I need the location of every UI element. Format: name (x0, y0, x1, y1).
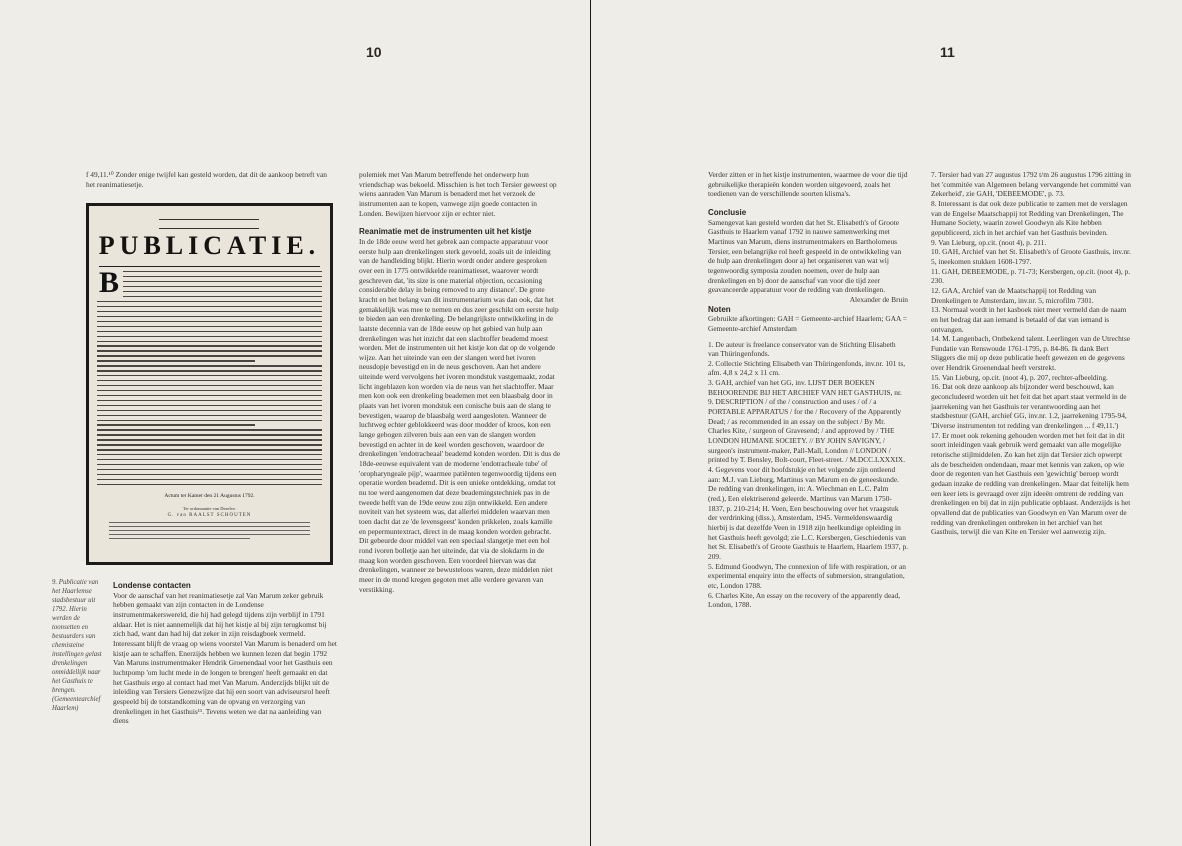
poster-text-line (97, 420, 322, 421)
reanimatie-text: In de 18de eeuw werd het gebrek aan compacte apparatuur voor eerste hulp aan drenkelingen sterk gevoeld, zoals uit de inleiding van de handleiding blijkt. Hierin wordt onder andere gesproken over een in 1775 ontwikkelde reanimatieset, waarover wordt geschreven dat, 'its size is one material objection, occasioning considerable delay in being removed to any distance'. De grote kracht en het belang van dit instrumentarium was dan ook, dat het gemakkelijk was mee te nemen en dus zeer geschikt om eerste hulp te bieden aan een drenkeling. De belangrijkste ontwikkeling in de laatste decennia van de 18de eeuw op het gebied van hulp aan drenkelingen was het inzicht dat een slachtoffer beademd moest worden. Met de instrumenten uit het kistje kon dat op de volgende wijze. Aan het uiteinde van een der slangen werd het ivoren neusdopje bevestigd en in de neus geschoven. Aan het andere uiteinde werd vervolgens het ivoren mondstuk vastgemaakt, zodat licht ingeblazen kon worden via de neus van het slachtoffer. Maar men kon ook een drenkeling beademen met een blaasbalg door in plaats van het ivoren mondstuk een conische buis aan de slang te bevestigen, waarop de blaasbalg werd aangesloten. Wanneer de luchtweg echter geblokkeerd was door modder of kroos, kon een lange gebogen zilveren buis aan een van de slangen worden bevestigd en achter in de keel worden geschoven, waardoor de drenkelingen 'endotracheaal' beademd konden worden. Dit is dus de 18de-eeuwse equivalent van de moderne 'endotracheale tube' of 'oropharyngeale pijp', waarmee patiënten tegenwoordig tijdens een operatie worden beademd. Dit is een unieke ontdekking, omdat tot nu toe werd aangenomen dat deze beademingstechniek pas in de tweede helft van de 19de eeuw zou zijn ontwikkeld. Een andere noviteit van het systeem was, dat allerlei middelen waarvan men toen dacht dat ze 'de levensgeest' konden prikkelen, zoals kamille en pepermuntextract, direct in de maag konden worden gebracht. Dit gebeurde door middel van een speciaal slangetje met een hol rond ivoren bolletje aan het uiteinde, dat via de slokdarm in de maag kon worden geschoven. Een voordeel hiervan was dat drenkelingen, wanneer ze bewusteloos waren, deze middelen niet meer in de mond kregen gegoten met alle verdere gevaren van verstikking. (359, 236, 561, 594)
poster-signer: G. van RAALST SCHOUTEN (167, 513, 252, 518)
heading-londense-contacten: Londense contacten (113, 581, 191, 590)
note-item: 4. Gegevens voor dit hoofdstukje en het volgende zijn ontleend aan: M.J. van Lieburg, Martinus van Marum en de geneeskunde. De redding van drenkelingen, in: A. Wiechman en L.C. Palm (red.), Een elektriserend geleerde. Martinus van Marum 1750-1837, p. 210-214; H. Veen, Een beschouwing over het vraagstuk der verdrinking (diss.), Amsterdam, 1945. Vermeldenswaardig hierbij is dat dezelfde Veen in 1918 zijn heelkundige opleiding in het Gasthuis heeft gevolgd; zie L.C. Kersbergen, Geschiedenis van het St. Elisabeth's of Groote Gasthuis te Haarlem, Haarlem 1937, p. 209. (708, 465, 909, 561)
poster-text-line (97, 434, 322, 435)
note-item: 15. Van Lieburg, op.cit. (noot 4), p. 207, rechter-afbeelding. (931, 372, 1108, 382)
note-item: 1. De auteur is freelance conservator van de Stichting Elisabeth van Thüringenfonds. (708, 339, 896, 359)
page-number-right: 11 (940, 44, 955, 60)
intro-text: f 49,11.¹⁰ Zonder enige twijfel kan gesteld worden, dat dit de aankoop betreft van het reanimatiesetje. (86, 170, 327, 189)
poster-text-line (123, 296, 322, 297)
note-item: 2. Collectie Stichting Elisabeth van Thüringenfonds, inv.nr. 101 ts, afm. 4,8 x 24,2 x 11 cm. (708, 358, 906, 378)
poster-text-line (97, 454, 322, 455)
poster-text-line (97, 326, 322, 327)
notes-list-second (931, 170, 1131, 537)
poster-text-line (97, 370, 322, 371)
poster-text-line (97, 360, 255, 361)
poster-text-line (97, 400, 322, 401)
note-item: 9. Van Lieburg, op.cit. (noot 4), p. 211. (931, 237, 1047, 247)
poster-body-text (123, 271, 322, 301)
poster-text-line (123, 281, 322, 282)
poster-text-line (97, 321, 322, 322)
note-item: 7. Tersier had van 27 augustus 1792 t/m 26 augustus 1796 zitting in het 'commitée van Algemeen belang vervangende het committé van Zekerheid', zie GAH, 'DEBEEMODE', p. 73. (931, 170, 1131, 199)
poster-text-line (97, 459, 322, 460)
poster-text-line (97, 375, 322, 376)
poster-text-line (97, 380, 322, 381)
poster-text-line (97, 301, 322, 302)
poster-date: Actum ter Kamer den 21 Augustus 1792. (164, 493, 255, 499)
poster-text-line (97, 444, 322, 445)
poster-text-line (97, 311, 322, 312)
poster-text-line (97, 474, 322, 475)
heading-noten: Noten (708, 304, 731, 314)
note-item: 13. Normaal wordt in het kasboek niet meer vermeld dan de naam en het bedrag dat aan iemand is betaald of dat van iemand is ontvangen. (931, 305, 1127, 334)
note-item: 6. Charles Kite, An essay on the recovery of the apparently dead, London, 1788. (708, 590, 901, 610)
figure-caption: 9. Publicatie van het Haarlemse stadsbestuur uit 1792. Hierin werden de toonsetten en bestuurders van chemisteine instellingen gelast drenkelingen onmiddellijk naar het Gasthuis te brengen. (Gemeentearchief Haarlem) (52, 579, 102, 712)
note-item: 17. Er moet ook rekening gehouden worden met het feit dat in dit soort inleidingen vaak gebruik werd gemaakt van alle mogelijke retorische stijlmiddelen. Zo kan het zijn dat Tersier zich opwerpt als de bescheiden ondendaan, maar met kennis van zaken, op wie door de regenten van het Gasthuis een 'gewichtig' beroep wordt gedaan inzake de redding van drenkelingen. Maar dat feitelijk hem een keer iets is gevraagd over zijn ideeën omtrent de redding van drenkelingen en bij dat in zijn publicatie opblaast. Anderzijds is het opvallend dat de publicaties van Goodwyn en Van Marum over de redding van drenkelingen ontbreken in het archief van het Gasthuis, terwijl die van Kite en Tersier wel aanwezig zijn. (931, 430, 1131, 537)
poster-text-line (97, 484, 322, 485)
column-notes-continued (931, 170, 1131, 537)
note-item: 16. Dat ook deze aankoop als bijzonder werd beschouwd, kan geconcludeerd worden uit het feit dat het apart staat vermeld in de jaarrekening van het Gasthuis ter verantwoording aan het stadsbestuur (GAH, archief GG, inv.nr. 1.2, jaarrekening 1795-94, 'Diverse instrumenten tot redding van drenkelingen ... f 49,11.') (931, 382, 1127, 431)
poster-text-line (97, 395, 322, 396)
conclusie-text: Samengevat kan gesteld worden dat het St. Elisabeth's of Groote Gasthuis te Haarlem vanaf 1792 in nauwe samenwerking met Martinus van Marum, diens instrumentmakers en Bartholomeus Tersier, een belangrijke rol heeft gespeeld in de ontwikkeling van de hulp aan drenkelingen door a) het organiseren van wat wij tegenwoordig symposia zouden noemen, over de hulp aan drenkelingen en b) door de aanschaf van voor die tijd zeer geavanceerde apparatuur voor de redding van drenkelingen. (708, 217, 902, 295)
poster-text-line (97, 429, 322, 430)
column-reanimatie (359, 170, 561, 594)
poster-text-line (109, 534, 310, 535)
poster-text-line (109, 530, 310, 531)
poster-text-line (109, 522, 310, 523)
polemiek-text: polemiek met Van Marum betreffende het onderwerp hun vriendschap was bekoeld. Misschien is het toch Tersier geweest op wiens aanraden Van Marum is benaderd met het verzoek de instrumenten aan te kopen, vanwege zijn goede contacten in Londen. Bewijzen hiervoor zijn er echter niet. (359, 170, 557, 218)
column-conclusie-noten (708, 170, 908, 610)
poster-text-line (97, 336, 322, 337)
poster-text-line (97, 355, 322, 356)
poster-text-line (97, 331, 322, 332)
note-item: 3. GAH, archief van het GG, inv. LIJST DER BOEKEN BEHOORENDE BIJ HET ARCHIEF VAN HET GASTHUIS, nr. 9. DESCRIPTION / of the / construction and uses / of / a PORTABLE APPARATUS / for the / Recovery of the Apparently Dead; / as recommended in an essay on the subject / By Mr. Charles Kite, / surgeon of Gravesend; / and approved by / THE LONDON HUMANE SOCIETY. // BY JOHN SAVIGNY, / surgeon's instrument-maker, Pall-Mall, London // LONDON / printed by T. Bensley, Bolt-court, Fleet-street. / M.DCC.LXXXIX. (708, 378, 906, 465)
note-item: 12. GAA, Archief van de Maatschappij tot Redding van Drenkelingen te Amsterdam, inv.nr. 5, microfilm 7301. (931, 285, 1097, 305)
poster-order: Ter ordonnantie van Dezelve. (182, 506, 237, 511)
poster-text-line (97, 439, 322, 440)
left-page (0, 0, 590, 846)
note-item: 10. GAH, Archief van het St. Elisabeth's of Groote Gasthuis, inv.nr. 5, ineekomen stukken 1608-1797. (931, 247, 1131, 266)
author-signature: Alexander de Bruin (849, 294, 908, 304)
note-item: 8. Interessant is dat ook deze publicatie te zamen met de verslagen van de Engelse Maatschappij tot Redding van Drenkelingen, The Humane Society, waarin zowel Goodwyn als Kite hebben gepubliceerd, zich in het archief van het Gasthuis bevinden. (931, 198, 1128, 237)
poster-printer-line (109, 522, 310, 542)
note-item: 5. Edmund Goodwyn, The connexion of life with respiration, or an experimental enquiry into the effects of submersion, strangulation, etc, London 1788. (708, 561, 906, 590)
abbreviations: Gebruikte afkortingen: GAH = Gemeente-archief Haarlem; GAA = Gemeente-archief Amsterdam (708, 314, 907, 333)
verder-text: Verder zitten er in het kistje instrumenten, waarmee de voor die tijd gebruikelijke therapieën konden worden uitgevoerd, zoals het toedienen van de verschillende soorten klisma's. (708, 170, 908, 199)
poster-text-line (97, 449, 322, 450)
poster-title: PUBLICATIE. (98, 231, 321, 260)
poster-text-line (109, 538, 250, 539)
poster-text-line (97, 464, 322, 465)
poster-text-line (97, 385, 322, 386)
poster-text-line (97, 306, 322, 307)
right-page (591, 0, 1182, 846)
note-item: 11. GAH, DEBEEMODE, p. 71-73; Kersbergen, op.cit. (noot 4), p. 230. (931, 266, 1131, 286)
poster-text-line (123, 286, 322, 287)
poster-text-line (97, 424, 255, 425)
poster-text-line (97, 405, 322, 406)
londense-contacten-text: Voor de aanschaf van het reanimatiesetje zal Van Marum zeker gebruik hebben gemaakt van zijn contacten in de Londense instrumentmakerswereld, die hij had gelegd tijdens zijn verblijf in 1791 aldaar. Het is niet aannemelijk dat hij het kistje al bij zijn terugkomst bij zich had, want dan had hij dat zeker in zijn reisdagboek vermeld. Interessant blijft de vraag op wiens voorstel Van Marum is benaderd om het kistje aan te schaffen. Enerzijds hebben we kunnen lezen dat begin 1792 Van Maruns instrumentmaker Hendrik Groenendaal voor het Gasthuis een luchtpomp 'om lucht mede in de longen te brengen' heeft gemaakt en dat het Gasthuis ergo al contact had met Van Marum. Anderzijds blijkt uit de inleiding van Tersiers Genezwijze dat hij een soort van adviseursrol heeft gespeeld bij de totstandkoming van de opvang en verzorging van drenkelingen in het Gasthuis¹¹. Tevens weten we dat na aanleiding van diens (113, 590, 337, 726)
page-number-left: 10 (366, 44, 382, 60)
notes-list-first (708, 340, 908, 610)
poster-body-text-continued (97, 301, 322, 489)
poster-text-line (97, 469, 322, 470)
poster-text-line (97, 345, 322, 346)
poster-text-line (123, 276, 322, 277)
poster-text-line (109, 526, 310, 527)
poster-text-line (97, 479, 322, 480)
poster-dropcap: B (99, 266, 120, 299)
poster-text-line (97, 415, 322, 416)
heading-reanimatie: Reanimatie met de instrumenten uit het kistje (359, 227, 532, 237)
publicatie-poster-image (86, 203, 333, 565)
poster-text-line (123, 271, 322, 272)
poster-text-line (97, 341, 322, 342)
column-londense-contacten (113, 581, 337, 726)
poster-text-line (97, 390, 322, 391)
poster-text-line (97, 410, 322, 411)
note-item: 14. M. Langenbach, Ontbekend talent. Leerlingen van de Utrechtse Fundatie van Renswoude 1761-1795, p. 84-86. Ik dank Bert Sliggers die mij op deze publicatie heeft gewezen en de gegevens over Hendrik Groenendaal heeft verstrekt. (931, 334, 1131, 373)
poster-text-line (97, 365, 322, 366)
poster-text-line (97, 316, 322, 317)
poster-text-line (123, 291, 322, 292)
poster-ornament (159, 219, 259, 229)
heading-conclusie: Conclusie (708, 207, 747, 217)
poster-text-line (97, 350, 322, 351)
